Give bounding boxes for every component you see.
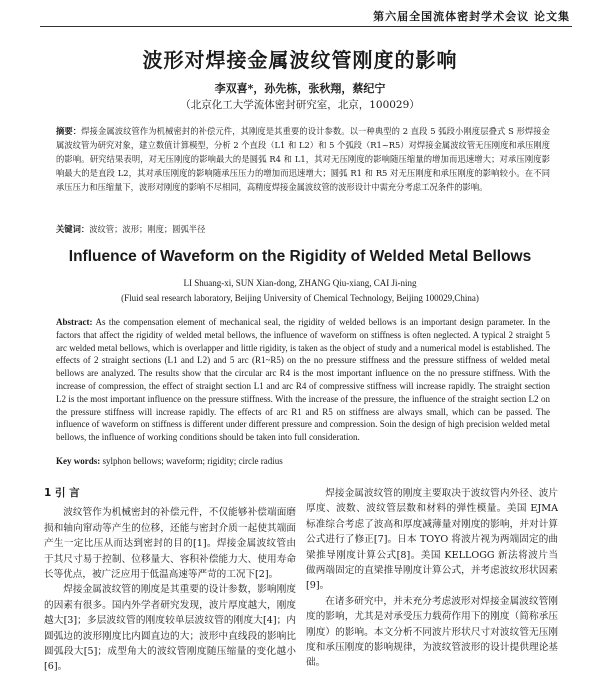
en-keywords-text: sylphon bellows; waveform; rigidity; circle radius [102,456,283,466]
en-keywords-label: Key words: [56,456,101,466]
en-title: Influence of Waveform on the Rigidity of Welded Metal Bellows [68,248,532,265]
cn-abstract-text: 焊接金属波纹管作为机械密封的补偿元件，其刚度是其重要的设计参数。以一种典型的 2 直段 5 弧段小刚度层叠式 S 形焊接金属波纹管为研究对象，建立数值计算模型，分析 2 个直段（L1 和 L2）和 5 个弧段（R1~R5）对焊接金属波纹管无压刚度和承压刚度的影响。研究结果表明，对无压刚度的影响最大的是圆弧 R4 和 L1，其对无压刚度的影响随压缩量的增加而迅速增大；对承压刚度影响最大的是直段 L2，其对承压刚度的影响随承压压力的增加而迅速增大；圆弧 R1 和 R5 对无压刚度和承压刚度的影响较小。在不同承压压力和压缩量下，波形对刚度的影响不尽相同，高精度焊接金属波纹管的波形设计中需充分考虑工况条件的影响。 [56,126,550,192]
cn-title: 波形对焊接金属波纹管刚度的影响 [142,48,458,72]
body-paragraph: 焊接金属波纹管的刚度主要取决于波纹管内外径、波片厚度、波数、波纹管层数和材料的弹性模量。美国 EJMA 标准综合考虑了波高和厚度减薄量对刚度的影响，并对计算公式进行了修正[7]。日本 TOYO 将波片视为两端固定的曲梁推导刚度计算公式[8]。美国 KELLOGG 新法将波片当做两端固定的直梁推导刚度计算公式，并考虑波纹形状因素[9]。 [306,488,558,592]
body-paragraph: 在诸多研究中，并未充分考虑波形对焊接金属波纹管刚度的影响，尤其是对承受压力载荷作用下的刚度（简称承压刚度）的影响。本文分析不同波片形状尺寸对波纹管无压刚度和承压刚度的影响规律，为波纹管波形的设计提供理论基础。 [306,595,558,669]
body-column-left [44,486,296,675]
body-paragraph: 焊接金属波纹管的刚度是其重要的设计参数，影响刚度的因素有很多。国内外学者研究发现，波片厚度越大，刚度越大[3]；多层波纹管的刚度较单层波纹管的刚度大[4]；内圆弧边的波形刚度比内圆直边的大；波形中直线段的影响比圆弧段大[5]；成型角大的波纹管刚度随压缩量的变化越小[6]。 [44,584,296,673]
en-abstract [56,316,550,444]
section-heading: 1 引 言 [44,487,80,499]
cn-keywords-label: 关键词： [56,224,90,234]
en-affiliation: (Fluid seal research laboratory, Beijing University of Chemical Technology, Beijing 100029,China) [121,293,479,303]
en-authors: LI Shuang-xi, SUN Xian-dong, ZHANG Qiu-xiang, CAI Ji-ning [183,278,417,288]
cn-affiliation: （北京化工大学流体密封研究室，北京，100029） [180,99,420,111]
en-keywords [56,456,550,466]
header-rule [40,26,572,27]
cn-keywords-text: 波纹管；波形；刚度；圆弧半径 [89,224,206,234]
body-paragraph: 波纹管作为机械密封的补偿元件，不仅能够补偿端面磨损和轴向窜动等产生的位移，还能与密封介质一起使其端面产生一定比压从而达到密封的目的[1]。焊接金属波纹管由于其尺寸易于控制、位移量大、容积补偿能力大、使用寿命长等优点，被广泛应用于低温高速等严苛的工况下[2]。 [44,507,296,581]
cn-authors: 李双喜*，孙先栋，张秋翔，蔡纪宁 [214,82,386,95]
en-abstract-label: Abstract: [56,317,93,327]
cn-abstract-label: 摘要： [56,126,82,136]
en-abstract-text: As the compensation element of mechanical seal, the rigidity of welded bellows is an important design parameter. In the factors that affect the rigidity of welded metal bellows, the influence of waveform on stiffness is often neglected. A typical 2 straight 5 arc welded metal bellows, which is overlapper and little rigidity, is taken as the object of study and a numerical model is established. The effects of 2 straight sections (L1 and L2) and 5 arc (R1~R5) on the no pressure stiffness and the pressure stiffness of welded metal bellows are analyzed. The results show that the circular arc R4 is the most important influence on the no pressure stiffness. With the increase of compression, the effect of straight section L1 and arc R4 of compressive stiffness will increase rapidly. The straight section L2 is the most important influence on the pressure stiffness. With the increase of the pressure, the influence of the straight section L2 on the pressure stiffness will increase rapidly. The effects of arc R1 and R5 on stiffness are always small, which can be passed. The influence of waveform on stiffness is different under different pressure and compression. Soin the design of high precision welded metal bellows, the influence of working conditions should be taken into full consideration. [56,317,550,443]
cn-keywords [56,222,550,236]
running-header: 第六届全国流体密封学术会议 论文集 [373,10,570,23]
body-column-right [306,486,558,671]
cn-abstract [56,124,550,194]
